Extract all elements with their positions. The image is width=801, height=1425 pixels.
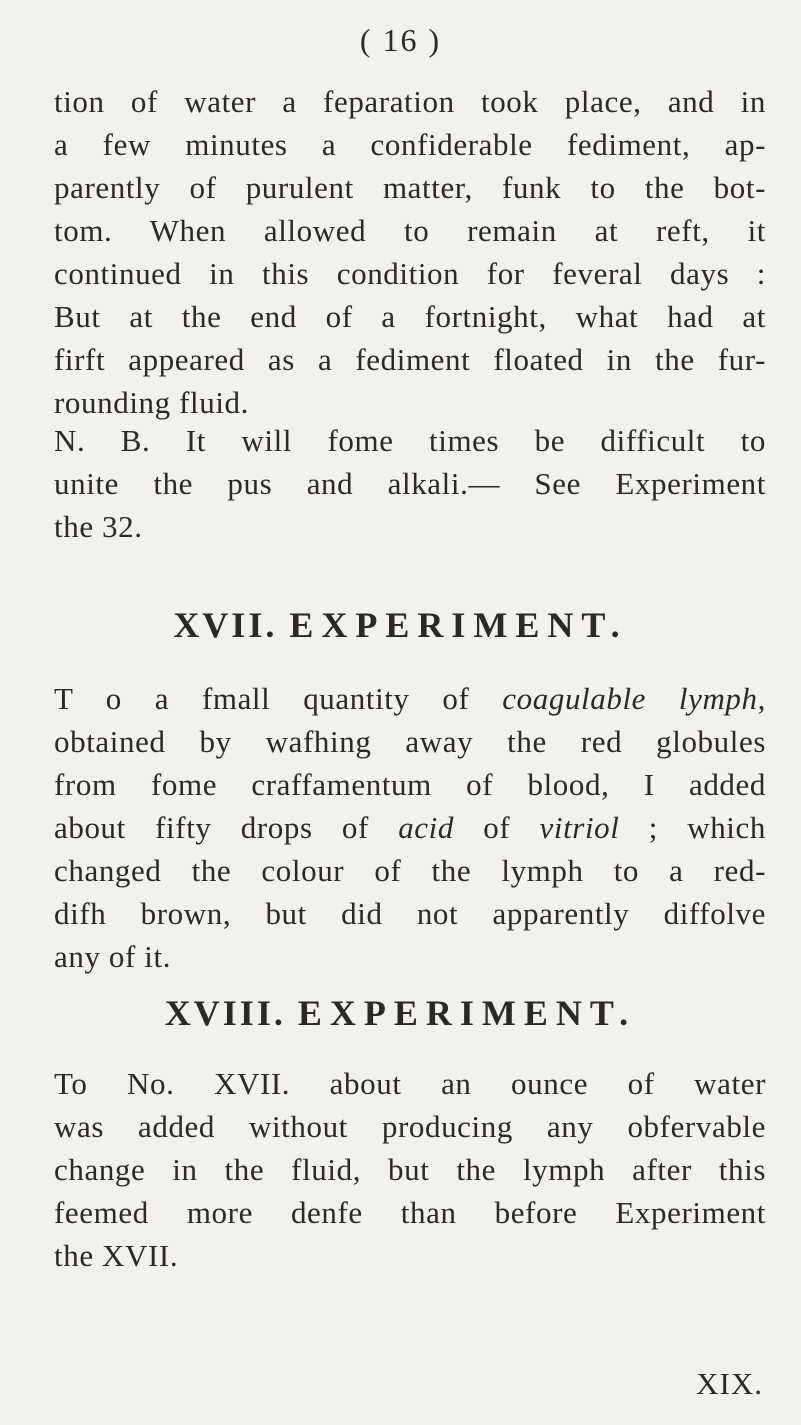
- text-line: the 32.: [54, 509, 143, 544]
- paragraph-experiment-xvii: [54, 677, 766, 978]
- section-heading-xvii: [0, 604, 801, 646]
- text-run: ; which: [619, 810, 766, 845]
- text-line: obtained by wafhing away the red globules: [54, 724, 766, 759]
- text-line: changed the colour of the lymph to a red-: [54, 853, 766, 888]
- text-line: any of it.: [54, 939, 172, 974]
- paragraph-experiment-xviii: [54, 1062, 766, 1277]
- text-line: firft appeared as a fediment floated in the fur-: [54, 342, 766, 377]
- page-number: ( 16 ): [359, 22, 442, 58]
- text-line: rounding fluid.: [54, 385, 249, 420]
- text-line: To No. XVII. about an ounce of water: [54, 1066, 766, 1101]
- text-line: change in the fluid, but the lymph after this: [54, 1152, 766, 1187]
- text-line: tom. When allowed to remain at reft, it: [54, 213, 766, 248]
- text-line: difh brown, but did not apparently diffolve: [54, 896, 766, 931]
- text-line: But at the end of a fortnight, what had at: [54, 299, 766, 334]
- section-numeral: XVIII.: [164, 993, 286, 1033]
- text-line: a few minutes a confiderable fediment, ap-: [54, 127, 766, 162]
- note-paragraph: [54, 419, 766, 548]
- text-line: the XVII.: [54, 1238, 179, 1273]
- text-line: parently of purulent matter, funk to the bot-: [54, 170, 766, 205]
- text-line: [54, 677, 766, 720]
- text-line: tion of water a feparation took place, and in: [54, 84, 766, 119]
- text-line: continued in this condition for feveral days :: [54, 256, 766, 291]
- text-run: of: [453, 810, 540, 845]
- section-title: EXPERIMENT.: [289, 605, 628, 645]
- text-line: feemed more denfe than before Experiment: [54, 1195, 766, 1230]
- section-numeral: XVII.: [173, 605, 278, 645]
- italic-text: coagulable lymph,: [502, 681, 766, 716]
- paragraph-continuation: [54, 80, 766, 424]
- italic-text: acid: [398, 810, 454, 845]
- text-line: N. B. It will fome times be difficult to: [54, 423, 766, 458]
- text-line: [54, 806, 766, 849]
- section-heading-xviii: [0, 992, 801, 1034]
- section-title: EXPERIMENT.: [297, 993, 637, 1033]
- text-run: T o a fmall quantity of: [54, 681, 503, 716]
- text-line: from fome craffamentum of blood, I added: [54, 767, 766, 802]
- catchword: XIX.: [696, 1366, 763, 1401]
- text-line: unite the pus and alkali.— See Experiment: [54, 466, 766, 501]
- text-run: about fifty drops of: [54, 810, 399, 845]
- italic-text: vitriol: [539, 810, 620, 845]
- text-line: was added without producing any obfervable: [54, 1109, 766, 1144]
